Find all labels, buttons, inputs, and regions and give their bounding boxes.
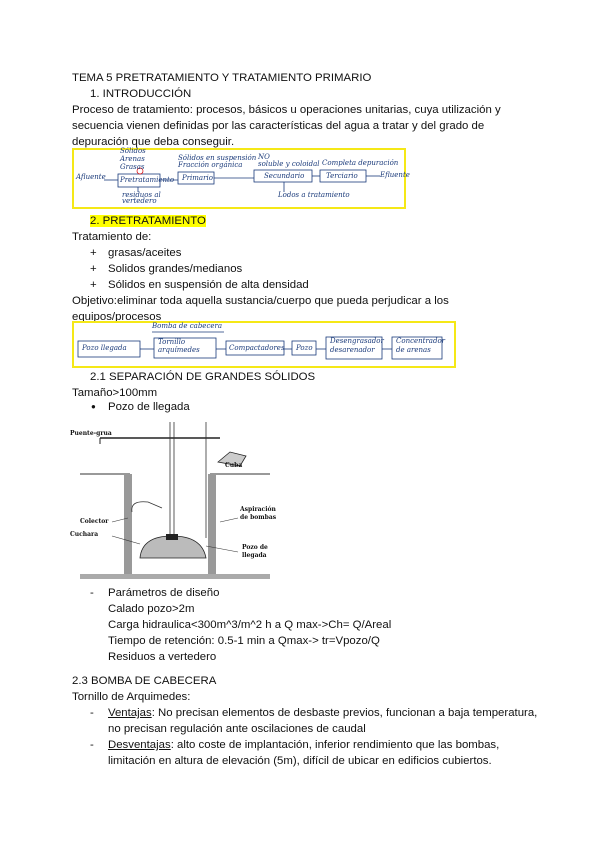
primary-box: Primario bbox=[182, 174, 213, 182]
intro-line-1: Proceso de tratamiento: procesos, básicos u operaciones unitarias, cuya utilización y bbox=[72, 104, 501, 116]
secondary-box: Secundario bbox=[264, 172, 305, 180]
flow-box: Desengrasador desarenador bbox=[330, 337, 384, 354]
intro-line-3: depuración que deba conseguir. bbox=[72, 136, 235, 148]
label-puente-grua: Puente-grua bbox=[70, 430, 112, 437]
label-aspiracion-1: Aspiración bbox=[240, 506, 276, 513]
param-line: Carga hidraulica<300m^3/m^2 h a Q max->Ch= Q/Areal bbox=[108, 619, 392, 631]
section-2-heading bbox=[90, 213, 206, 229]
disadvantages-line-2: limitación en altura de elevación (5m), difícil de ubicar en edificios cubiertos. bbox=[108, 755, 492, 767]
disadvantages-label: Desventajas bbox=[108, 739, 171, 751]
pozo-bullet: ● Pozo de llegada bbox=[108, 399, 190, 415]
treatment-diagram bbox=[72, 147, 410, 209]
param-line: Tiempo de retención: 0.5-1 min a Qmax-> tr=Vpozo/Q bbox=[108, 635, 380, 647]
label-cuba: Cuba bbox=[225, 462, 243, 469]
section-2-heading-text: 2. PRETRATAMIENTO bbox=[90, 215, 206, 227]
primary-note-2: Fracción orgánica bbox=[178, 161, 243, 169]
section-2-3-subtitle: Tornillo de Arquimedes: bbox=[72, 691, 191, 703]
label-pozo-2: llegada bbox=[242, 552, 267, 559]
tertiary-note: Completa depuración bbox=[322, 159, 399, 167]
flow-box: Pozo bbox=[296, 344, 313, 352]
section-2-1-heading: 2.1 SEPARACIÓN DE GRANDES SÓLIDOS bbox=[90, 371, 316, 383]
flow-box: Compactadores bbox=[229, 344, 285, 352]
residue-2: vertedero bbox=[122, 197, 157, 205]
advantages-line-1 bbox=[108, 705, 537, 721]
secondary-note-2: soluble y coloidal bbox=[258, 160, 320, 168]
label-colector: Colector bbox=[80, 518, 109, 525]
treatment-item: + grasas/aceites bbox=[108, 245, 181, 261]
afluente-label: Afluente bbox=[76, 173, 106, 181]
primary-note-1: Sólidos en suspensión bbox=[178, 154, 257, 162]
solids-list-3: Grasas bbox=[120, 163, 145, 171]
flow-box: Concentrador de arenas bbox=[396, 337, 446, 354]
advantages-label: Ventajas bbox=[108, 707, 152, 719]
pozo-figure bbox=[70, 418, 290, 580]
disadvantages-line-1 bbox=[108, 737, 499, 753]
treatment-item: + Sólidos en suspensión de alta densidad bbox=[108, 277, 309, 293]
section-1-heading: 1. INTRODUCCIÓN bbox=[90, 88, 192, 100]
section-2-3-heading: 2.3 BOMBA DE CABECERA bbox=[72, 675, 217, 687]
param-line: - Parámetros de diseño bbox=[108, 585, 219, 601]
treatment-intro: Tratamiento de: bbox=[72, 231, 152, 243]
pretreatment-box: Pretratamiento bbox=[120, 176, 175, 184]
solids-list-2: Arenas bbox=[120, 155, 145, 163]
treatment-item: + Solidos grandes/medianos bbox=[108, 261, 242, 277]
size-criterion: Tamaño>100mm bbox=[72, 387, 158, 399]
objective-line-2: equipos/procesos bbox=[72, 311, 162, 323]
sludge-label: Lodos a tratamiento bbox=[278, 191, 350, 199]
flow-box: Pozo llegada bbox=[82, 344, 127, 352]
advantages-text: : No precisan elementos de desbaste previos, funcionan a baja temperatura, bbox=[151, 707, 538, 719]
pretreatment-flow-diagram bbox=[72, 321, 456, 368]
residue-1: residuos al bbox=[122, 191, 161, 199]
page-title: TEMA 5 PRETRATAMIENTO Y TRATAMIENTO PRIMARIO bbox=[72, 72, 372, 84]
disadvantages-text: : alto coste de implantación, inferior rendimiento que las bombas, bbox=[170, 739, 500, 751]
param-line: Residuos a vertedero bbox=[108, 651, 217, 663]
objective-line-1: Objetivo:eliminar toda aquella sustancia/cuerpo que pueda perjudicar a los bbox=[72, 295, 449, 307]
intro-line-2: secuencia vienen definidas por las características del agua a tratar y del grado de bbox=[72, 120, 485, 132]
tertiary-box: Terciario bbox=[326, 172, 358, 180]
param-line: Calado pozo>2m bbox=[108, 603, 195, 615]
label-cuchara: Cuchara bbox=[70, 531, 99, 538]
efluente-label: Efluente bbox=[380, 171, 410, 179]
secondary-note-1: NO bbox=[258, 153, 270, 161]
advantages-line-2: no precisan regulación ante oscilaciones de caudal bbox=[108, 723, 366, 735]
label-aspiracion-2: de bombas bbox=[240, 514, 277, 521]
solids-list-1: Sólidos bbox=[120, 147, 146, 155]
flow-box: Tornillo arquímedes bbox=[158, 338, 200, 354]
flow-top-label: Bomba de cabecera bbox=[152, 322, 223, 330]
label-pozo-1: Pozo de bbox=[242, 544, 268, 551]
